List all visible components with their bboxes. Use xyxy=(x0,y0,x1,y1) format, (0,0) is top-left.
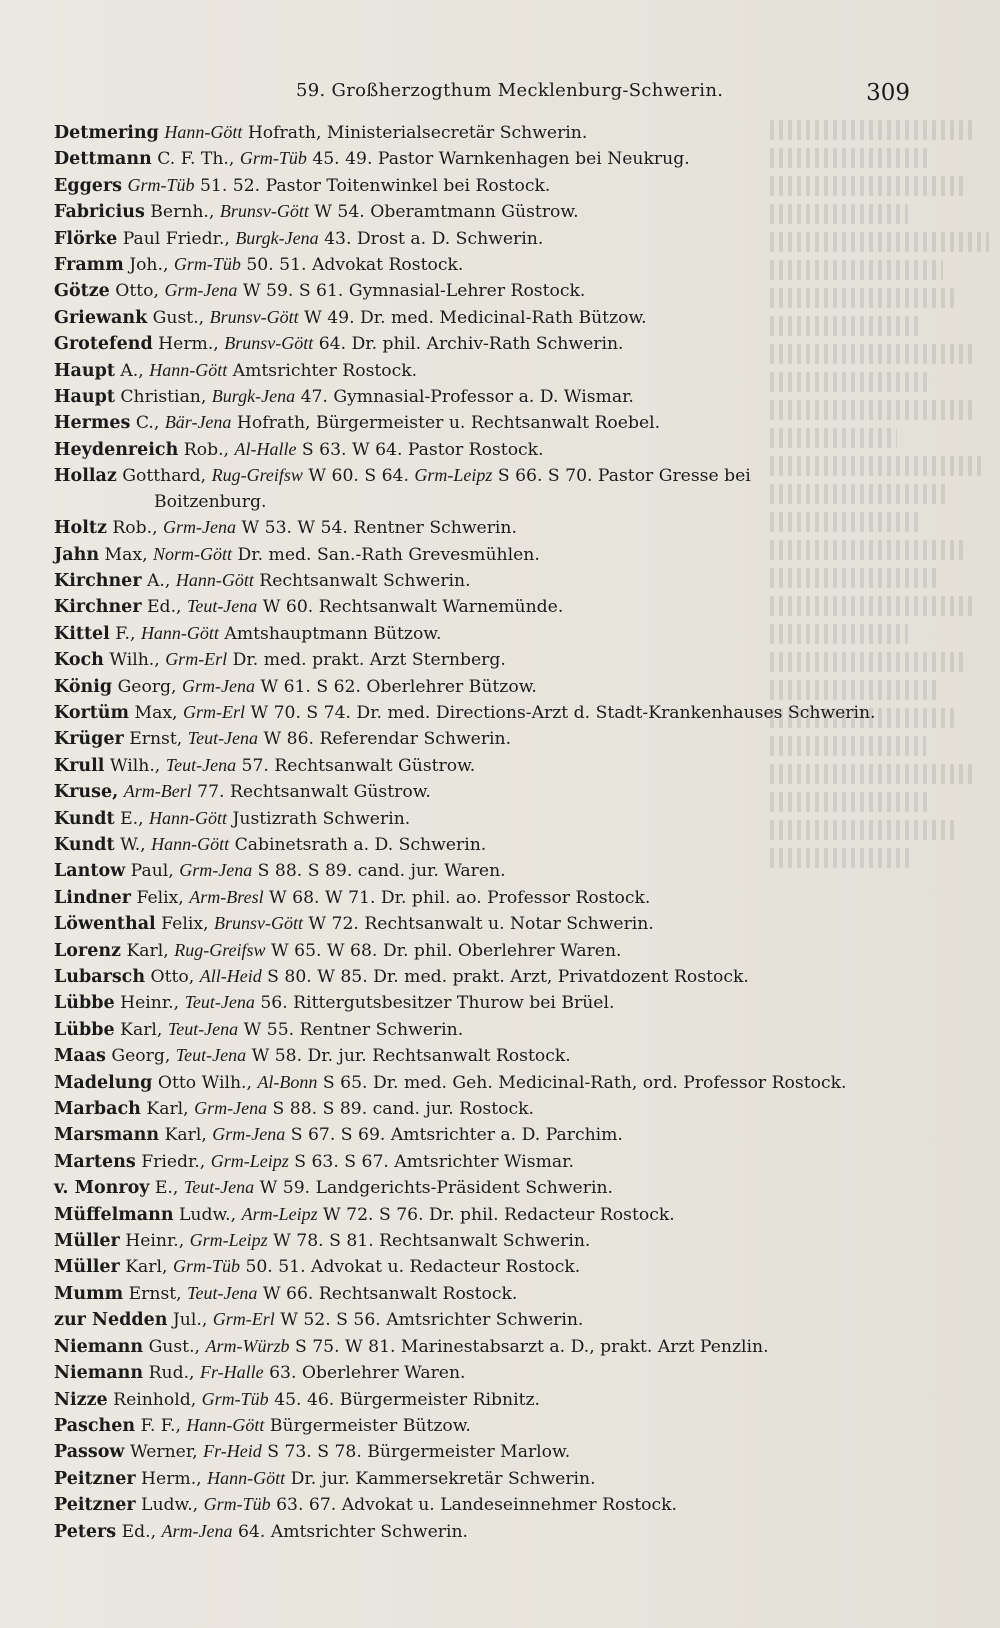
entry-university: Teut-Jena xyxy=(186,596,258,617)
entry-given-name: Felix, xyxy=(161,914,209,935)
list-item xyxy=(54,1017,924,1043)
list-item xyxy=(54,120,924,146)
list-item xyxy=(54,146,924,172)
entry-surname: Löwenthal xyxy=(54,914,156,935)
entry-given-name: Ernst, xyxy=(128,1283,182,1304)
entry-given-name: Max, xyxy=(134,702,178,723)
entry-surname: Marsmann xyxy=(54,1125,160,1146)
entry-details: W 52. S 56. Amtsrichter Schwerin. xyxy=(280,1310,584,1331)
entry-surname: Kittel xyxy=(54,623,110,644)
entry-surname: Jahn xyxy=(54,544,100,565)
entry-surname: Krull xyxy=(54,755,105,776)
entry-surname: Passow xyxy=(54,1442,125,1463)
entry-surname: Flörke xyxy=(54,228,118,249)
list-item xyxy=(54,199,924,225)
entry-surname: Framm xyxy=(54,255,124,276)
list-item xyxy=(54,226,924,252)
entry-details: 63. 67. Advokat u. Landeseinnehmer Rostock. xyxy=(276,1495,677,1516)
list-item xyxy=(54,1202,924,1228)
entry-surname: Lübbe xyxy=(54,993,115,1014)
entry-surname: König xyxy=(54,676,113,697)
entry-details: 43. Drost a. D. Schwerin. xyxy=(324,228,544,249)
entry-details: S 63. W 64. Pastor Rostock. xyxy=(301,439,544,460)
entry-given-name: C. F. Th., xyxy=(157,149,235,170)
entry-given-name: F. F., xyxy=(140,1415,181,1436)
entry-surname: Kortüm xyxy=(54,702,130,723)
list-item xyxy=(54,990,924,1016)
entry-surname: Peitzner xyxy=(54,1495,136,1516)
entry-surname: Detmering xyxy=(54,123,159,143)
entry-given-name: Gust., xyxy=(152,307,205,328)
entry-university: Burgk-Jena xyxy=(211,386,296,407)
entry-details: S 75. W 81. Marinestabsarzt a. D., prakt. Arzt Penzlin. xyxy=(294,1336,769,1357)
entry-given-name: Werner, xyxy=(129,1442,198,1463)
entry-surname: zur Nedden xyxy=(54,1310,168,1331)
entry-surname: Marbach xyxy=(54,1099,141,1120)
entry-given-name: Joh., xyxy=(129,255,169,276)
list-item xyxy=(54,1334,924,1360)
list-item xyxy=(54,1175,924,1201)
entry-details: 64. Amtsrichter Schwerin. xyxy=(238,1521,469,1542)
entry-given-name: Gotthard, xyxy=(122,466,207,487)
entry-given-name: Heinr., xyxy=(125,1231,185,1252)
entry-university: Hann-Gött xyxy=(151,833,230,854)
entry-details: S 65. Dr. med. Geh. Medicinal-Rath, ord. Professor Rostock. xyxy=(322,1072,847,1093)
list-item xyxy=(54,358,924,384)
entry-details: 56. Rittergutsbesitzer Thurow bei Brüel. xyxy=(260,993,615,1014)
entry-given-name: Otto Wilh., xyxy=(157,1072,252,1093)
entry-given-name: W., xyxy=(120,834,146,855)
list-item xyxy=(54,1439,924,1465)
entry-university: Teut-Jena xyxy=(167,1018,239,1039)
entry-university: Grm-Jena xyxy=(179,860,253,881)
entry-details: S 88. S 89. cand. jur. Rostock. xyxy=(272,1099,535,1120)
entry-details: Dr. med. prakt. Arzt Sternberg. xyxy=(232,650,506,671)
entry-university: Brunsv-Gött xyxy=(219,201,309,222)
entry-details: 45. 46. Bürgermeister Ribnitz. xyxy=(274,1389,541,1410)
list-item xyxy=(54,1492,924,1518)
list-item xyxy=(54,964,924,990)
entry-details: S 63. S 67. Amtsrichter Wismar. xyxy=(294,1151,574,1172)
page-number: 309 xyxy=(866,80,910,106)
entry-details: Rechtsanwalt Schwerin. xyxy=(259,570,471,591)
entry-details: 45. 49. Pastor Warnkenhagen bei Neukrug. xyxy=(312,149,690,170)
entry-university: Hann-Gött xyxy=(164,122,243,142)
entry-details: Hofrath, Ministerialsecretär Schwerin. xyxy=(247,123,588,143)
list-item xyxy=(54,621,924,647)
list-item xyxy=(54,542,924,568)
entry-surname: Koch xyxy=(54,650,104,671)
entry-university: Teut-Jena xyxy=(187,1282,258,1303)
entry-surname: Dettmann xyxy=(54,149,152,170)
entry-given-name: Felix, xyxy=(136,887,184,908)
entry-given-name: Rud., xyxy=(148,1363,195,1384)
entry-university: Grm-Jena xyxy=(163,517,237,538)
entry-details: S 88. S 89. cand. jur. Waren. xyxy=(257,861,506,882)
list-item xyxy=(54,1070,924,1096)
entry-details: Hofrath, Bürgermeister u. Rechtsanwalt Roebel. xyxy=(236,413,661,434)
entry-given-name: Heinr., xyxy=(120,993,180,1014)
entry-given-name: C., xyxy=(135,413,160,434)
entry-university: Grm-Erl xyxy=(165,649,228,670)
entry-given-name: Ludw., xyxy=(179,1204,237,1225)
entry-surname: Martens xyxy=(54,1151,136,1172)
entry-details: 47. Gymnasial-Professor a. D. Wismar. xyxy=(300,387,634,408)
entry-university: Bär-Jena xyxy=(164,412,232,433)
entry-details: W 65. W 68. Dr. phil. Oberlehrer Waren. xyxy=(271,940,622,961)
entry-given-name: Paul Friedr., xyxy=(122,228,230,249)
entry-surname: Peters xyxy=(54,1521,117,1542)
entry-university: Grm-Leipz xyxy=(414,465,493,486)
entry-given-name: A., xyxy=(147,570,171,591)
entry-given-name: Ludw., xyxy=(141,1495,199,1516)
entry-university: Burgk-Jena xyxy=(235,227,319,248)
entry-given-name: A., xyxy=(120,360,144,381)
entry-given-name: Karl, xyxy=(125,1257,168,1278)
entry-university: Grm-Tüb xyxy=(172,1256,240,1277)
entry-surname: Kruse, xyxy=(54,782,119,803)
entry-surname: Niemann xyxy=(54,1363,144,1384)
entry-university: Grm-Leipz xyxy=(210,1150,289,1171)
entry-details: W 72. Rechtsanwalt u. Notar Schwerin. xyxy=(308,914,654,935)
entry-university: Grm-Jena xyxy=(164,280,238,301)
entry-details: 77. Rechtsanwalt Güstrow. xyxy=(197,782,431,803)
entry-surname: Heydenreich xyxy=(54,439,179,460)
entry-given-name: Jul., xyxy=(172,1310,208,1331)
entry-surname: Kundt xyxy=(54,808,115,829)
entry-details: W 86. Referendar Schwerin. xyxy=(263,729,512,750)
list-item xyxy=(54,568,924,594)
entry-university: Hann-Gött xyxy=(175,569,254,590)
list-item xyxy=(54,1307,924,1333)
entry-university: Hann-Gött xyxy=(186,1414,265,1435)
list-item xyxy=(54,1360,924,1386)
entry-university: Teut-Jena xyxy=(175,1045,247,1066)
entry-university: Teut-Jena xyxy=(165,754,237,775)
list-item xyxy=(54,278,924,304)
entry-university: Hann-Gött xyxy=(140,622,219,643)
entry-given-name: Karl, xyxy=(146,1099,189,1120)
list-item xyxy=(54,410,924,436)
entry-university: Grm-Tüb xyxy=(239,148,307,169)
entry-university: Arm-Jena xyxy=(161,1520,233,1541)
list-item xyxy=(54,515,924,541)
entry-surname: Niemann xyxy=(54,1336,144,1357)
list-item xyxy=(54,885,924,911)
entry-given-name: Friedr., xyxy=(141,1151,206,1172)
entry-surname: Maas xyxy=(54,1046,106,1067)
list-item xyxy=(54,1387,924,1413)
entry-details: Bürgermeister Bützow. xyxy=(269,1415,471,1436)
entry-surname: Müffelmann xyxy=(54,1204,174,1225)
list-item xyxy=(54,858,924,884)
entry-given-name: Ed., xyxy=(121,1521,157,1542)
entry-details: Amtsrichter Rostock. xyxy=(232,360,418,381)
entry-surname: Grotefend xyxy=(54,334,153,355)
list-item xyxy=(54,1122,924,1148)
entry-details: W 70. S 74. Dr. med. Directions-Arzt d. Stadt-Krankenhauses Schwerin. xyxy=(250,702,876,723)
entry-details: Dr. med. San.-Rath Grevesmühlen. xyxy=(237,544,540,565)
entry-surname: Götze xyxy=(54,281,110,302)
entry-surname: Lindner xyxy=(54,887,131,908)
entry-surname: Krüger xyxy=(54,729,124,750)
entry-details: W 49. Dr. med. Medicinal-Rath Bützow. xyxy=(304,307,647,328)
entry-details: W 55. Rentner Schwerin. xyxy=(243,1019,464,1040)
entry-university: Grm-Jena xyxy=(181,675,255,696)
entry-details: S 80. W 85. Dr. med. prakt. Arzt, Privatdozent Rostock. xyxy=(267,967,749,987)
entry-given-name: Karl, xyxy=(120,1019,163,1040)
entry-university: Hann-Gött xyxy=(149,807,228,828)
entry-given-name: Bernh., xyxy=(150,202,215,223)
entry-given-name: Gust., xyxy=(148,1336,201,1357)
entry-university: Rug-Greifsw xyxy=(211,465,303,486)
entry-details: W 59. S 61. Gymnasial-Lehrer Rostock. xyxy=(242,281,586,302)
list-item xyxy=(54,384,924,410)
list-item xyxy=(54,173,924,199)
list-item xyxy=(54,938,924,964)
entry-details: 63. Oberlehrer Waren. xyxy=(269,1363,466,1384)
list-item xyxy=(54,463,924,515)
entry-surname: Haupt xyxy=(54,387,115,408)
entry-given-name: Georg, xyxy=(111,1046,171,1067)
entry-details: W 68. W 71. Dr. phil. ao. Professor Rostock. xyxy=(269,887,651,908)
entry-surname: Haupt xyxy=(54,360,115,381)
list-item xyxy=(54,1466,924,1492)
entry-university: Al-Bonn xyxy=(257,1071,318,1092)
entry-university: Al-Halle xyxy=(234,438,297,459)
entry-given-name: E., xyxy=(154,1178,179,1199)
list-item xyxy=(54,1413,924,1439)
entry-details: 57. Rechtsanwalt Güstrow. xyxy=(241,755,476,776)
entry-university: Grm-Tüb xyxy=(173,254,241,275)
entry-details: W 78. S 81. Rechtsanwalt Schwerin. xyxy=(273,1231,591,1252)
list-item xyxy=(54,806,924,832)
entry-surname: Holtz xyxy=(54,518,107,539)
entry-surname: Hermes xyxy=(54,413,131,434)
list-item xyxy=(54,832,924,858)
entry-university: Brunsv-Gött xyxy=(213,913,303,934)
entry-surname: Nizze xyxy=(54,1389,108,1410)
list-item xyxy=(54,331,924,357)
entry-surname: Paschen xyxy=(54,1415,136,1436)
entry-surname: Müller xyxy=(54,1257,120,1278)
list-item xyxy=(54,700,924,726)
list-item xyxy=(54,1043,924,1069)
list-item xyxy=(54,1149,924,1175)
entry-given-name: Ed., xyxy=(147,597,182,618)
entry-university: Hann-Gött xyxy=(207,1467,286,1488)
entry-surname: Eggers xyxy=(54,175,123,196)
entry-surname: Hollaz xyxy=(54,466,117,487)
entry-details: W 61. S 62. Oberlehrer Bützow. xyxy=(260,676,537,697)
entry-given-name: Herm., xyxy=(158,334,219,355)
entry-university: Fr-Heid xyxy=(203,1441,262,1462)
list-item xyxy=(54,753,924,779)
list-item xyxy=(54,594,924,620)
entry-given-name: Rob., xyxy=(112,518,158,539)
running-head: 59. Großherzogthum Mecklenburg-Schwerin. xyxy=(296,80,724,101)
entry-details: Justizrath Schwerin. xyxy=(232,808,411,829)
entry-details: W 60. Rechtsanwalt Warnemünde. xyxy=(262,597,564,618)
entry-university: Grm-Jena xyxy=(212,1124,286,1145)
entry-surname: Lubarsch xyxy=(54,967,146,987)
entry-given-name: Rob., xyxy=(183,439,229,460)
entry-given-name: F., xyxy=(115,623,136,644)
entry-details: 64. Dr. phil. Archiv-Rath Schwerin. xyxy=(318,334,624,355)
entry-surname: Kundt xyxy=(54,834,115,855)
entry-continuation: Boitzenburg. xyxy=(154,491,267,512)
entry-university: Grm-Erl xyxy=(212,1309,275,1330)
entry-list xyxy=(54,120,924,1545)
entry-university: Grm-Jena xyxy=(194,1098,268,1119)
entry-university: Arm-Würzb xyxy=(205,1335,290,1356)
entry-university: Grm-Leipz xyxy=(189,1230,268,1251)
entry-university: Rug-Greifsw xyxy=(174,939,266,960)
list-item xyxy=(54,1281,924,1307)
entry-details: W 54. Oberamtmann Güstrow. xyxy=(314,202,579,223)
entry-details: S 66. S 70. Pastor Gresse bei xyxy=(497,466,751,487)
entry-university: Arm-Berl xyxy=(123,781,192,802)
entry-given-name: Max, xyxy=(104,544,148,565)
entry-given-name: Georg, xyxy=(117,676,177,697)
entry-university: Brunsv-Gött xyxy=(224,333,314,354)
entry-university: Arm-Leipz xyxy=(241,1203,318,1224)
entry-university: Fr-Halle xyxy=(199,1362,264,1383)
entry-details: Dr. jur. Kammersekretär Schwerin. xyxy=(290,1468,596,1489)
entry-university: Grm-Tüb xyxy=(201,1388,269,1409)
list-item xyxy=(54,252,924,278)
entry-given-name: Ernst, xyxy=(129,729,183,750)
entry-details: W 60. S 64. xyxy=(308,466,409,487)
entry-details: 51. 52. Pastor Toitenwinkel bei Rostock. xyxy=(199,175,551,196)
entry-details: W 53. W 54. Rentner Schwerin. xyxy=(241,518,517,539)
entry-university: Grm-Erl xyxy=(183,701,245,722)
entry-university: Grm-Tüb xyxy=(203,1494,271,1515)
page-header xyxy=(0,74,1000,114)
entry-details: W 58. Dr. jur. Rechtsanwalt Rostock. xyxy=(251,1046,571,1067)
entry-university: Teut-Jena xyxy=(183,1177,255,1198)
entry-given-name: Christian, xyxy=(120,387,207,408)
entry-university: Brunsv-Gött xyxy=(209,306,299,327)
entry-surname: Fabricius xyxy=(54,202,145,223)
list-item xyxy=(54,1254,924,1280)
entry-surname: Kirchner xyxy=(54,570,142,591)
list-item xyxy=(54,1228,924,1254)
entry-given-name: Karl, xyxy=(164,1125,207,1146)
entry-surname: Madelung xyxy=(54,1072,153,1093)
entry-details: W 72. S 76. Dr. phil. Redacteur Rostock. xyxy=(323,1204,675,1225)
entry-details: S 67. S 69. Amtsrichter a. D. Parchim. xyxy=(290,1125,623,1146)
entry-given-name: Otto, xyxy=(115,281,159,302)
entry-details: W 59. Landgerichts-Präsident Schwerin. xyxy=(259,1178,613,1199)
list-item xyxy=(54,1519,924,1545)
entry-university: Teut-Jena xyxy=(187,728,259,749)
list-item xyxy=(54,726,924,752)
list-item xyxy=(54,674,924,700)
entry-details: 50. 51. Advokat u. Redacteur Rostock. xyxy=(245,1257,581,1278)
entry-given-name: Wilh., xyxy=(109,755,161,776)
entry-surname: Peitzner xyxy=(54,1468,136,1489)
entry-university: Hann-Gött xyxy=(149,359,228,380)
entry-surname: Griewank xyxy=(54,307,148,328)
entry-surname: Mumm xyxy=(54,1283,124,1304)
entry-details: Cabinetsrath a. D. Schwerin. xyxy=(234,834,487,855)
entry-surname: Lantow xyxy=(54,861,126,882)
entry-university: Norm-Gött xyxy=(153,543,233,564)
entry-details: S 73. S 78. Bürgermeister Marlow. xyxy=(267,1442,571,1463)
entry-surname: Lorenz xyxy=(54,940,121,961)
list-item xyxy=(54,647,924,673)
entry-given-name: Karl, xyxy=(126,940,169,961)
entry-given-name: Paul, xyxy=(130,861,174,882)
entry-surname: Lübbe xyxy=(54,1019,115,1040)
list-item xyxy=(54,779,924,805)
entry-details: W 66. Rechtsanwalt Rostock. xyxy=(262,1283,518,1304)
entry-given-name: E., xyxy=(120,808,144,829)
entry-university: Teut-Jena xyxy=(184,992,255,1013)
entry-university: Grm-Tüb xyxy=(127,174,195,195)
entry-university: All-Heid xyxy=(199,966,262,986)
entry-given-name: Herm., xyxy=(141,1468,202,1489)
entry-details: 50. 51. Advokat Rostock. xyxy=(246,255,464,276)
list-item xyxy=(54,911,924,937)
entry-given-name: Otto, xyxy=(150,967,195,987)
list-item xyxy=(54,437,924,463)
list-item xyxy=(54,1096,924,1122)
entry-given-name: Reinhold, xyxy=(113,1389,197,1410)
entry-given-name: Wilh., xyxy=(109,650,160,671)
entry-surname: Müller xyxy=(54,1231,120,1252)
entry-surname: v. Monroy xyxy=(54,1178,150,1199)
entry-university: Arm-Bresl xyxy=(189,886,264,907)
list-item xyxy=(54,305,924,331)
entry-surname: Kirchner xyxy=(54,597,142,618)
entry-details: Amtshauptmann Bützow. xyxy=(224,623,442,644)
